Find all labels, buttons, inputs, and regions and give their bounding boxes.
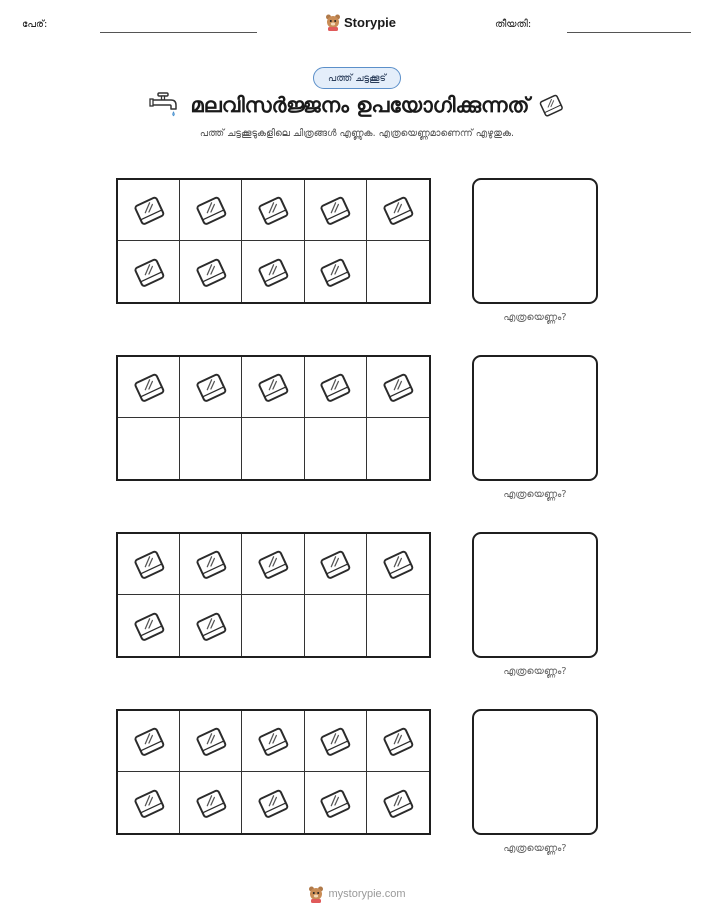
ten-frame-2 — [116, 355, 431, 481]
ten-frame-cell — [118, 595, 180, 656]
wipes-icon — [193, 546, 229, 582]
ten-frame-cell — [242, 241, 304, 302]
wipes-icon — [380, 723, 416, 759]
wipes-icon — [317, 192, 353, 228]
ten-frame-cell — [118, 418, 180, 479]
name-label: പേര്: — [22, 19, 48, 30]
wipes-icon — [255, 785, 291, 821]
ten-frame-cell — [180, 418, 242, 479]
ten-frame-cell — [242, 772, 304, 833]
page-title-row — [0, 90, 714, 120]
wipes-icon — [131, 369, 167, 405]
ten-frame-cell — [242, 180, 304, 241]
answer-box-1[interactable] — [472, 178, 598, 304]
wipes-icon — [255, 546, 291, 582]
bear-mascot-icon — [308, 885, 324, 903]
ten-frame-cell — [242, 711, 304, 772]
ten-frame-cell — [305, 711, 367, 772]
date-label: തീയതി: — [495, 19, 532, 30]
wipes-icon — [131, 785, 167, 821]
ten-frame-cell — [118, 772, 180, 833]
answer-box-2[interactable] — [472, 355, 598, 481]
ten-frame-cell — [180, 180, 242, 241]
ten-frame-cell — [305, 180, 367, 241]
wipes-icon — [193, 192, 229, 228]
ten-frame-4 — [116, 709, 431, 835]
wipes-icon — [193, 254, 229, 290]
ten-frame-1 — [116, 178, 431, 304]
wipes-icon — [380, 546, 416, 582]
ten-frame-cell — [367, 595, 429, 656]
wipes-icon — [317, 254, 353, 290]
wipes-icon — [193, 608, 229, 644]
ten-frame-cell — [242, 595, 304, 656]
ten-frame-cell — [242, 357, 304, 418]
ten-frame-cell — [305, 772, 367, 833]
wipes-icon — [317, 785, 353, 821]
ten-frame-cell — [367, 241, 429, 302]
ten-frame-cell — [180, 241, 242, 302]
ten-frame-cell — [118, 711, 180, 772]
ten-frame-cell — [118, 180, 180, 241]
wipes-icon — [131, 254, 167, 290]
wipes-icon — [131, 546, 167, 582]
wipes-icon — [131, 608, 167, 644]
ten-frame-cell — [367, 357, 429, 418]
answer-box-3[interactable] — [472, 532, 598, 658]
ten-frame-cell — [367, 534, 429, 595]
wipes-icon — [193, 785, 229, 821]
footer-url[interactable]: mystorypie.com — [328, 888, 406, 900]
faucet-icon — [149, 90, 183, 120]
ten-frame-cell — [180, 357, 242, 418]
wipes-icon — [255, 254, 291, 290]
wipes-icon — [255, 723, 291, 759]
ten-frame-cell — [305, 595, 367, 656]
wipes-icon — [131, 723, 167, 759]
wipes-icon — [317, 546, 353, 582]
ten-frame-cell — [367, 772, 429, 833]
wipes-icon — [131, 192, 167, 228]
ten-frame-cell — [305, 357, 367, 418]
name-field[interactable] — [100, 32, 257, 33]
wipes-icon — [380, 785, 416, 821]
ten-frame-cell — [118, 534, 180, 595]
wipes-icon — [380, 369, 416, 405]
wipes-icon — [317, 369, 353, 405]
wipes-icon — [255, 369, 291, 405]
footer — [0, 885, 714, 903]
ten-frame-cell — [242, 534, 304, 595]
category-badge: പത്ത് ചട്ടക്കൂട് — [313, 67, 401, 89]
ten-frame-cell — [118, 357, 180, 418]
wipes-icon — [380, 192, 416, 228]
wipes-icon — [317, 723, 353, 759]
ten-frame-3 — [116, 532, 431, 658]
ten-frame-cell — [242, 418, 304, 479]
wipes-icon — [193, 369, 229, 405]
wipes-icon — [537, 91, 565, 119]
ten-frame-cell — [305, 241, 367, 302]
ten-frame-cell — [367, 180, 429, 241]
ten-frame-cell — [367, 418, 429, 479]
date-field[interactable] — [567, 32, 691, 33]
ten-frame-cell — [180, 595, 242, 656]
instructions: പത്ത് ചട്ടക്കൂടുകളിലെ ചിത്രങ്ങൾ എണ്ണുക. എത്രയെണ്ണമാണെന്ന് എഴുതുക. — [199, 128, 515, 139]
ten-frame-cell — [180, 772, 242, 833]
ten-frame-cell — [180, 534, 242, 595]
ten-frame-cell — [367, 711, 429, 772]
brand-name: Storypie — [344, 14, 397, 30]
ten-frame-cell — [180, 711, 242, 772]
answer-label-1: എത്രയെണ്ണം? — [503, 312, 567, 323]
answer-box-4[interactable] — [472, 709, 598, 835]
answer-label-4: എത്രയെണ്ണം? — [503, 843, 567, 854]
bear-mascot-icon — [325, 13, 341, 31]
ten-frame-cell — [118, 241, 180, 302]
page-title: മലവിസർജ്ജനം ഉപയോഗിക്കുന്നത് — [190, 92, 530, 117]
ten-frame-cell — [305, 418, 367, 479]
brand-logo — [325, 13, 396, 31]
answer-label-3: എത്രയെണ്ണം? — [503, 666, 567, 677]
ten-frame-cell — [305, 534, 367, 595]
answer-label-2: എത്രയെണ്ണം? — [503, 489, 567, 500]
wipes-icon — [193, 723, 229, 759]
wipes-icon — [255, 192, 291, 228]
